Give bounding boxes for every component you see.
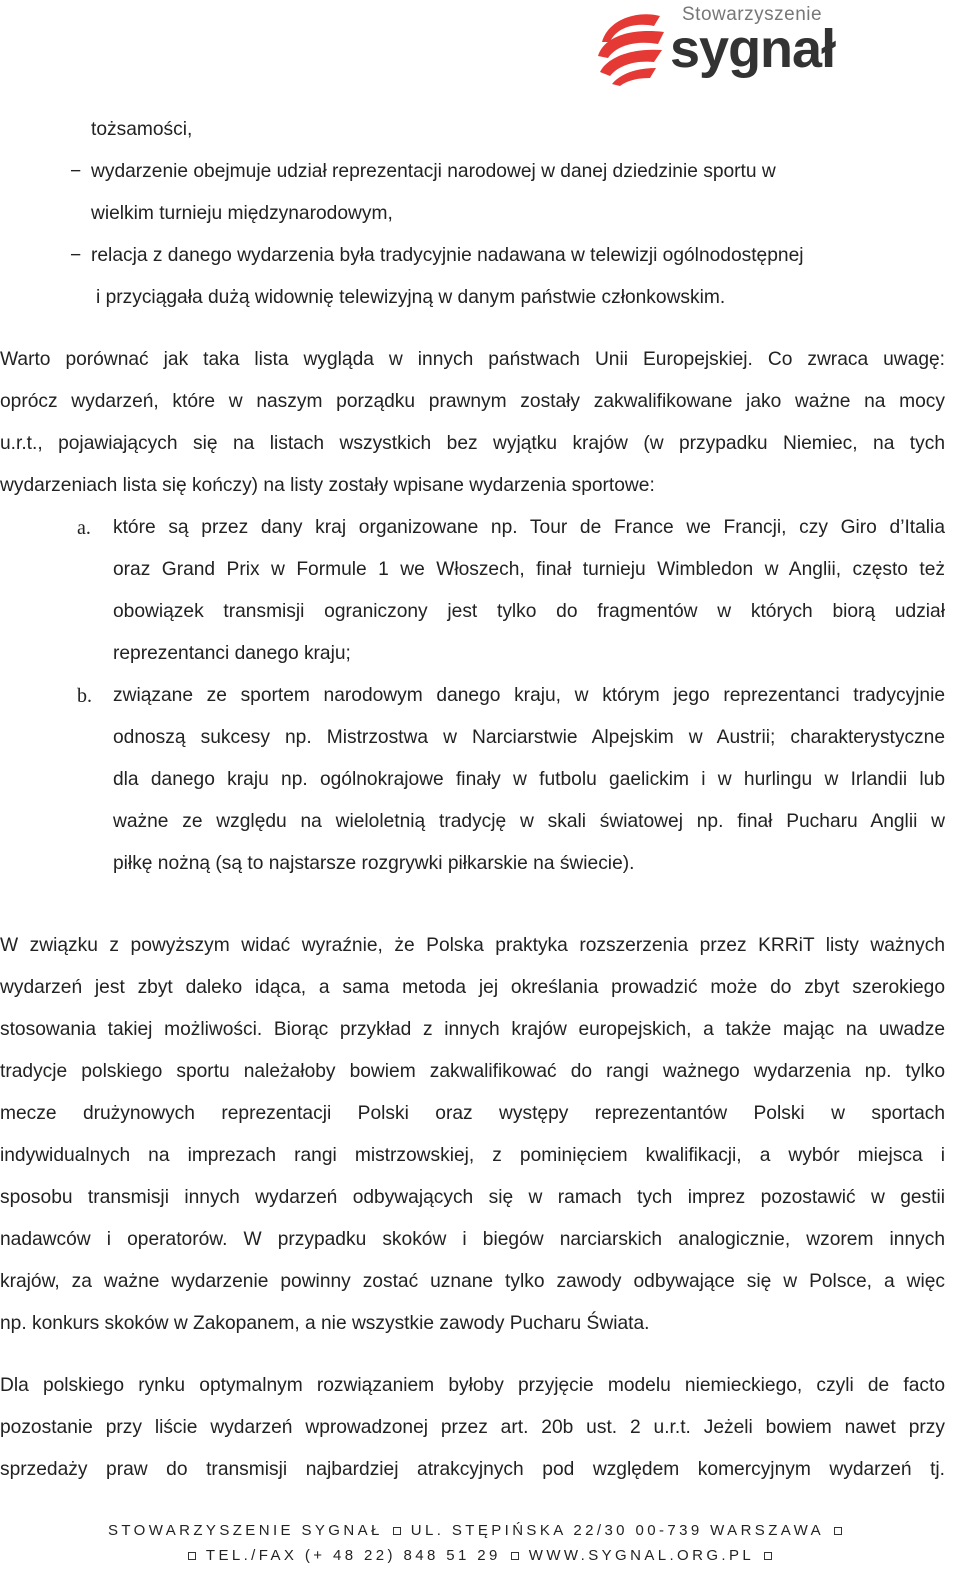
- text-line: indywidualnych na imprezach rangi mistrzowskiej, z pominięciem kwalifikacji, a wybór miejsca i: [0, 1145, 945, 1166]
- dash-marker: −: [70, 161, 82, 182]
- text-line: np. konkurs skoków w Zakopanem, a nie wszystkie zawody Pucharu Świata.: [0, 1313, 650, 1334]
- footer-address: UL. STĘPIŃSKA 22/30 00-739 WARSZAWA: [410, 1522, 825, 1539]
- footer-line-2: [0, 1547, 960, 1564]
- square-bullet-icon: [393, 1527, 401, 1535]
- list-line: [0, 549, 945, 591]
- list-text: związane ze sportem narodowym danego kraju, w którym jego reprezentanci tradycyjnie: [113, 685, 945, 706]
- text-line: wydarzeń jest zbyt daleko idąca, a sama metoda jej określania prowadzić może do zbyt szerokiego: [0, 977, 945, 998]
- dash-marker: −: [70, 245, 82, 266]
- list-line: [0, 801, 945, 843]
- list-item-b: [0, 675, 945, 717]
- list-line: [0, 843, 945, 885]
- text-line: sposobu transmisji innych wydarzeń odbywających się w ramach tych imprez pozostawić w gestii: [0, 1187, 945, 1208]
- square-bullet-icon: [834, 1527, 842, 1535]
- text-line: krajów, za ważne wydarzenie powinny zostać uznane tylko zawody odbywające się w Polsce, a więc: [0, 1271, 945, 1292]
- text-line: nadawców i operatorów. W przypadku skoków i biegów narciarskich analogicznie, wzorem innych: [0, 1229, 945, 1250]
- text-line: u.r.t., pojawiających się na listach wszystkich bez wyjątku krajów (w przypadku Niemiec, na tych: [0, 433, 945, 454]
- list-line: [0, 633, 945, 675]
- list-text: odnoszą sukcesy np. Mistrzostwa w Narciarstwie Alpejskim w Austrii; charakterystyczne: [113, 727, 945, 748]
- sygnal-logo-mark-icon: [594, 6, 666, 86]
- list-line: [0, 717, 945, 759]
- text-line: oprócz wydarzeń, które w naszym porządku prawnym zostały zakwalifikowane jako ważne na mocy: [0, 391, 945, 412]
- text-line: wielkim turnieju międzynarodowym,: [91, 203, 393, 224]
- text-line: pozostanie przy liście wydarzeń wprowadzonej przez art. 20b ust. 2 u.r.t. Jeżeli bowiem nawet przy: [0, 1417, 945, 1438]
- list-text: dla danego kraju np. ogólnokrajowe finały w futbolu gaelickim i w hurlingu w Irlandii lub: [113, 769, 945, 790]
- list-marker-b: b.: [77, 685, 92, 707]
- square-bullet-icon: [188, 1552, 196, 1560]
- sygnal-logo: [594, 2, 894, 90]
- list-line: [0, 759, 945, 801]
- logo-big-text: sygnał: [670, 19, 836, 79]
- list-text: ważne ze względu na wieloletnią tradycję w skali światowej np. finał Pucharu Anglii w: [113, 811, 945, 832]
- footer-website: WWW.SYGNAL.ORG.PL: [528, 1547, 755, 1564]
- list-text: oraz Grand Prix w Formule 1 we Włoszech, finał turnieju Wimbledon w Anglii, często też: [113, 559, 945, 580]
- list-text: obowiązek transmisji ograniczony jest tylko do fragmentów w których biorą udział: [113, 601, 945, 622]
- square-bullet-icon: [764, 1552, 772, 1560]
- bullet-text: wydarzenie obejmuje udział reprezentacji narodowej w danej dziedzinie sportu w: [91, 161, 776, 182]
- text-line: Dla polskiego rynku optymalnym rozwiązaniem byłoby przyjęcie modelu niemieckiego, czyli de facto: [0, 1375, 945, 1396]
- square-bullet-icon: [511, 1552, 519, 1560]
- footer-phone: TEL./FAX (+ 48 22) 848 51 29: [205, 1547, 501, 1564]
- bullet-text: relacja z danego wydarzenia była tradycyjnie nadawana w telewizji ogólnodostępnej: [91, 245, 804, 266]
- list-text: piłkę nożną (są to najstarsze rozgrywki piłkarskie na świecie).: [113, 853, 635, 874]
- text-line: W związku z powyższym widać wyraźnie, że Polska praktyka rozszerzenia przez KRRiT listy ważnych: [0, 935, 945, 956]
- list-text: reprezentanci danego kraju;: [113, 643, 351, 664]
- text-line: tożsamości,: [91, 119, 193, 140]
- text-line: wydarzeniach lista się kończy) na listy zostały wpisane wydarzenia sportowe:: [0, 475, 655, 496]
- document-body: [0, 109, 945, 1491]
- list-text: które są przez dany kraj organizowane np. Tour de France we Francji, czy Giro d’Italia: [113, 517, 945, 538]
- text-line: mecze drużynowych reprezentacji Polski oraz występy reprezentantów Polski w sportach: [0, 1103, 945, 1124]
- list-marker-a: a.: [77, 517, 91, 539]
- text-line: sprzedaży praw do transmisji najbardziej atrakcyjnych pod względem komercyjnym wydarzeń tj.: [0, 1459, 945, 1480]
- list-item-a: [0, 507, 945, 549]
- logo-small-text: Stowarzyszenie: [682, 4, 823, 25]
- bullet-item: [70, 235, 945, 277]
- list-line: [0, 591, 945, 633]
- text-line: tradycje polskiego sportu należałoby bowiem zakwalifikować do rangi ważnego wydarzenia np. tylko: [0, 1061, 945, 1082]
- text-line: Warto porównać jak taka lista wygląda w innych państwach Unii Europejskiej. Co zwraca uwagę:: [0, 349, 945, 370]
- text-line: i przyciągała dużą widownię telewizyjną w danym państwie członkowskim.: [96, 287, 726, 308]
- text-line: stosowania takiej możliwości. Biorąc przykład z innych krajów europejskich, a także mając na uwadze: [0, 1019, 945, 1040]
- footer-org-name: STOWARZYSZENIE SYGNAŁ: [107, 1522, 383, 1539]
- bullet-item: [70, 151, 945, 193]
- footer-line-1: [0, 1522, 960, 1539]
